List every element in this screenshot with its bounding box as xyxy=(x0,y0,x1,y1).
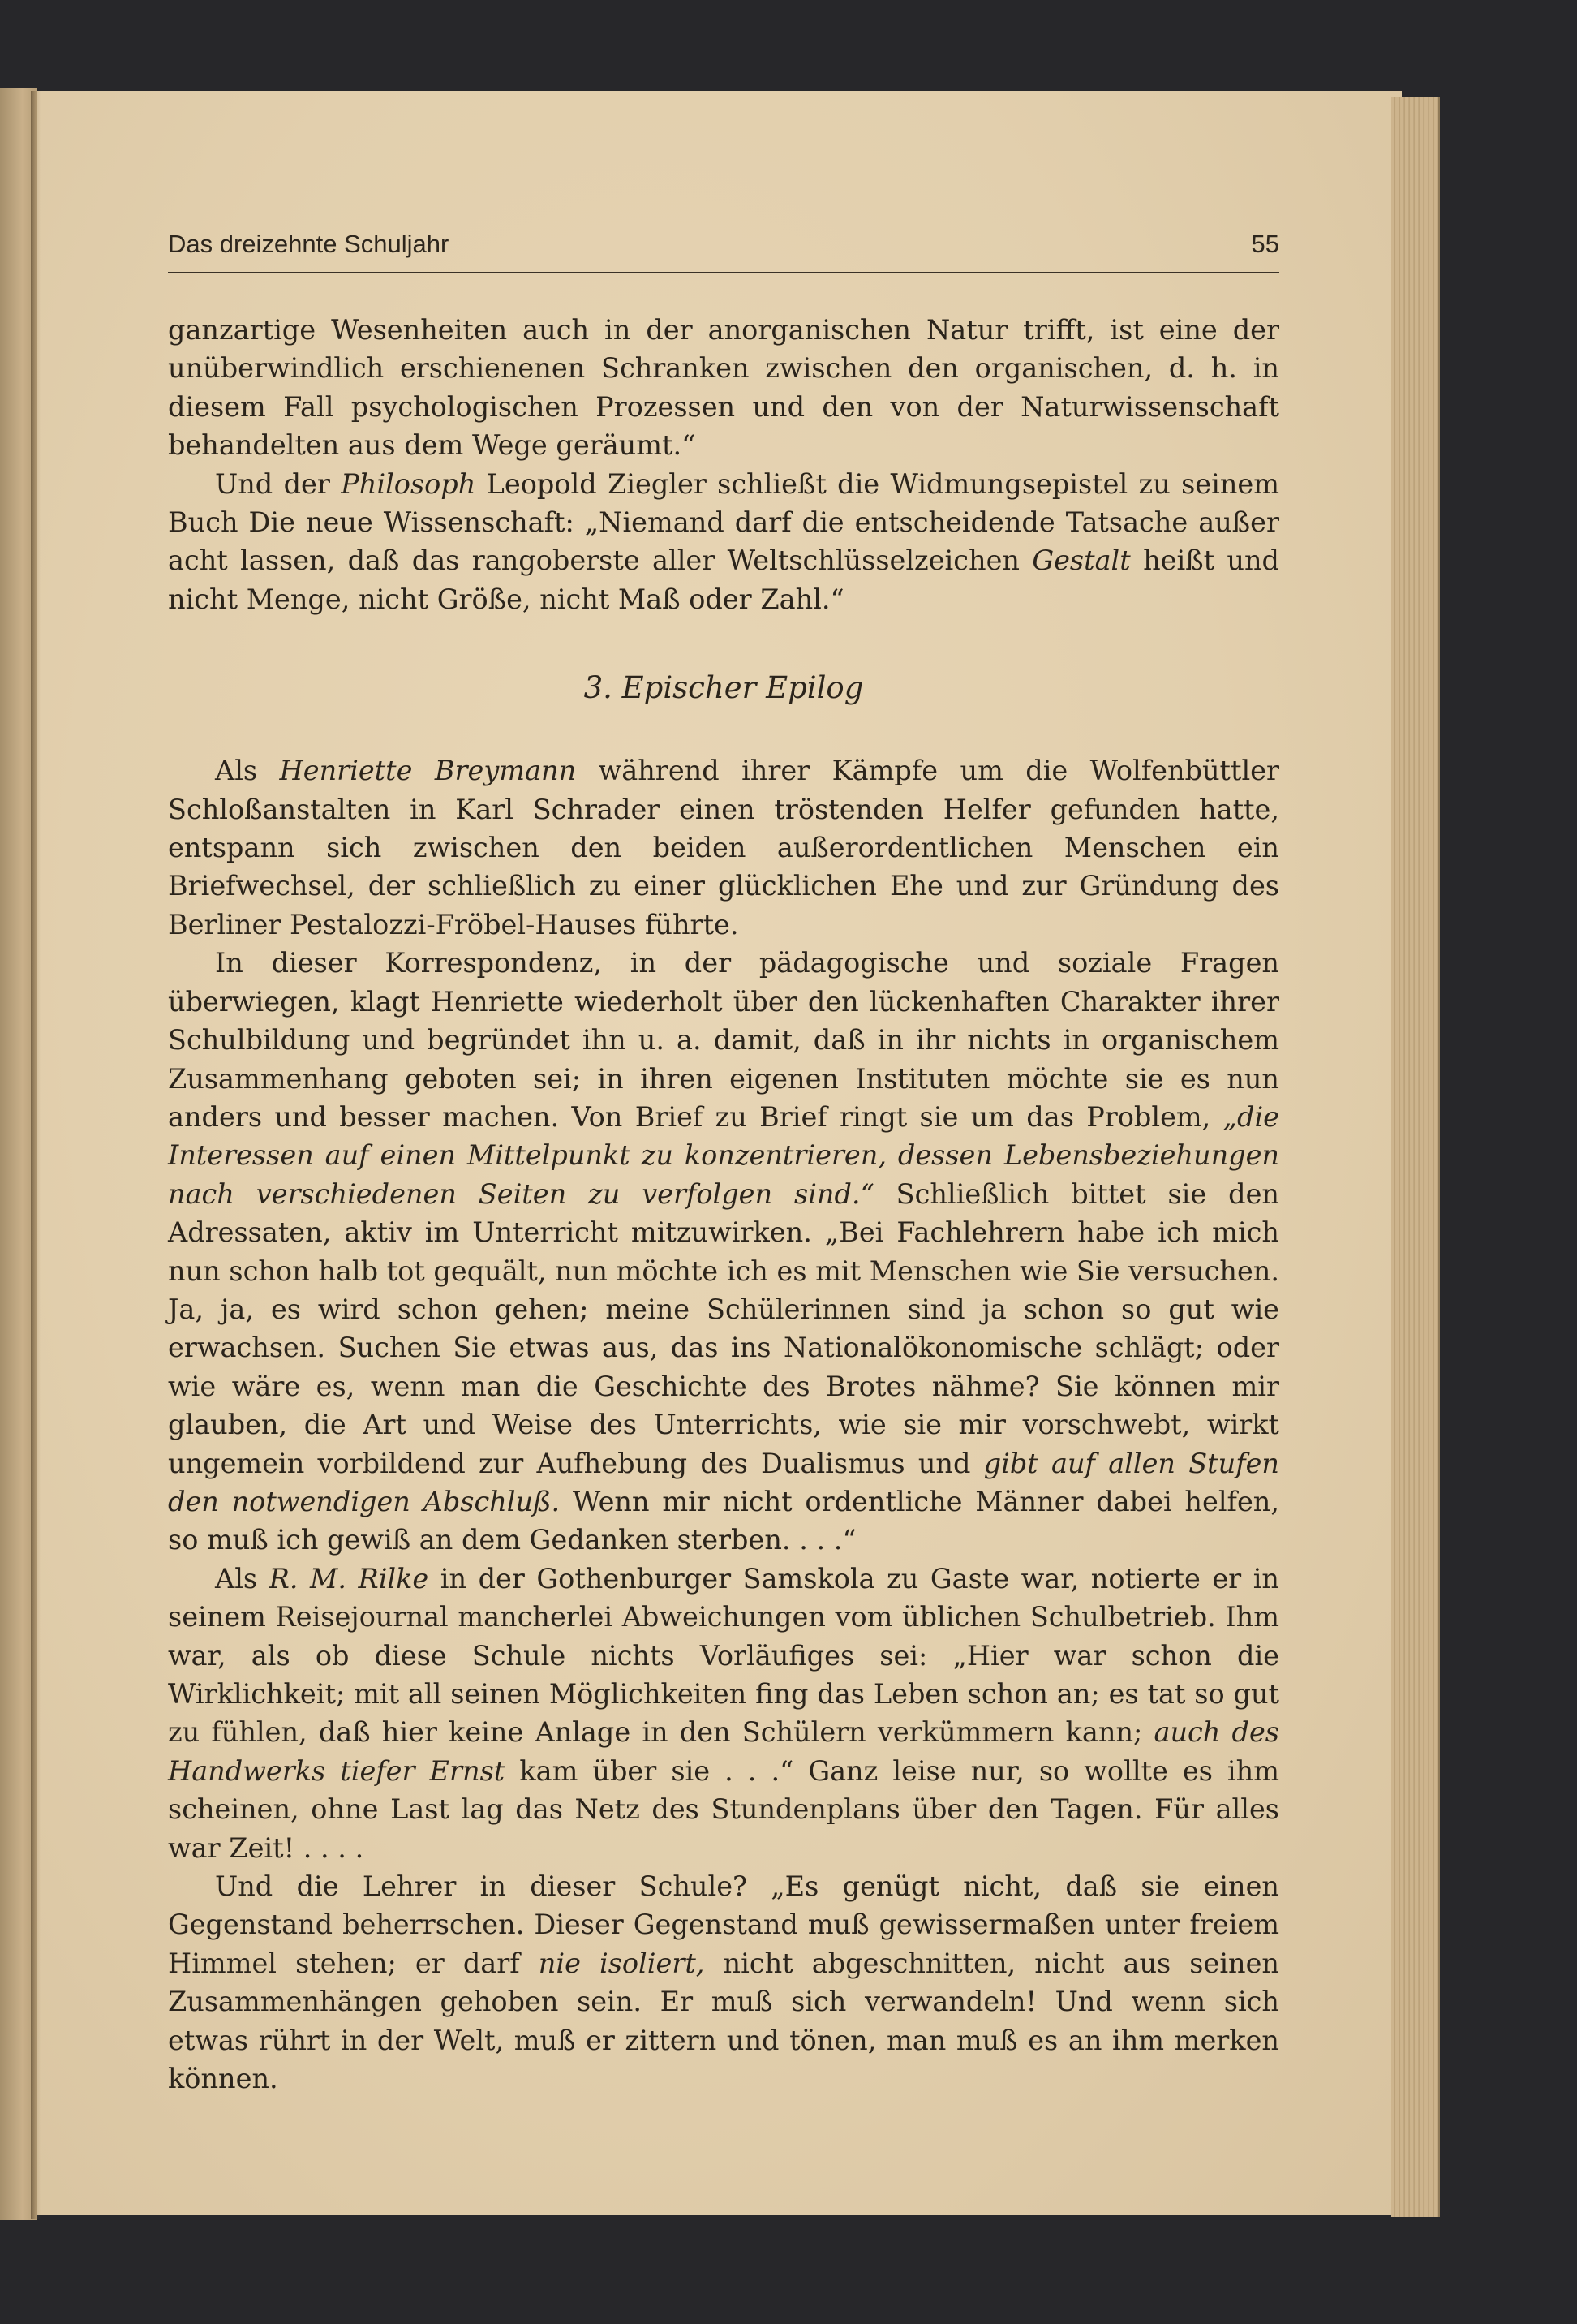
paragraph-4-emphasis: gibt auf allen Stufen den notwendigen Abschluß. xyxy=(168,1447,1280,1517)
paragraph-3-text: Als xyxy=(215,755,280,787)
paragraph-5-text: kam über sie . . .“ Ganz leise nur, so wollte es ihm scheinen, ohne Last lag das Netz des Stundenplans über den Tagen. Für alles war Zeit! . . . . xyxy=(168,1754,1279,1864)
paragraph-5-text: Als xyxy=(215,1562,269,1595)
paragraph-2-emphasis: Philosoph xyxy=(341,467,476,500)
paragraph-2 xyxy=(168,465,1279,619)
paragraph-5-text: in der Gothenburger Samskola zu Gaste war, notierte er in seinem Reisejournal mancherlei Abweichungen vom üblichen Schulbetrieb. Ihm war, als ob diese Schule nichts Vorläufiges sei: „Hier war schon die Wirklichkeit; mit all seinen Möglichkeiten fing das Leben schon an; es tat so gut zu fühlen, daß hier keine Anlage in den Schülern verkümmern kann; xyxy=(168,1562,1279,1749)
running-title: Das dreizehnte Schuljahr xyxy=(168,230,449,258)
paragraph-6-emphasis: nie isoliert, xyxy=(538,1947,705,1979)
paragraph-4-text: In dieser Korrespondenz, in der pädagogische und soziale Fragen überwiegen, klagt Henriette wiederholt über den lückenhaften Charakter ihrer Schulbildung und begründet ihn u. a. damit, daß in ihr nichts in organischem Zusammenhang geboten sei; in ihren eigenen Instituten möchte sie es nun anders und besser machen. Von Brief zu Brief ringt sie um das Problem, xyxy=(168,947,1279,1133)
section-heading: 3. Epischer Epilog xyxy=(583,670,864,706)
paragraph-6 xyxy=(168,1867,1279,2098)
paragraph-3-emphasis: Henriette Breymann xyxy=(279,755,577,787)
page-body xyxy=(168,311,1279,2098)
paragraph-3-text: während ihrer Kämpfe um die Wolfenbüttler Schloßanstalten in Karl Schrader einen tröstenden Helfer gefunden hatte, entspann sich zwischen den beiden außerordentlichen Menschen ein Briefwechsel, der schließlich zu einer glücklichen Ehe und zur Gründung des Berliner Pestalozzi-Fröbel-Hauses führte. xyxy=(168,755,1280,940)
paragraph-5-emphasis: R. M. Rilke xyxy=(269,1562,429,1595)
paragraph-5 xyxy=(168,1560,1279,1867)
paragraph-5-emphasis: auch des Handwerks tiefer Ernst xyxy=(168,1716,1279,1787)
paragraph-2-text: heißt und nicht Menge, nicht Größe, nicht Maß oder Zahl.“ xyxy=(168,544,1279,615)
paragraph-4-text: Wenn mir nicht ordentliche Männer dabei helfen, so muß ich gewiß an dem Gedanken sterben. . . .“ xyxy=(168,1485,1279,1556)
page-header xyxy=(168,230,1279,273)
paragraph-3 xyxy=(168,751,1279,944)
page-edges xyxy=(1391,97,1440,2217)
paragraph-2-text: Leopold Ziegler schließt die Widmungsepistel zu seinem Buch Die neue Wissenschaft: „Niemand darf die entscheidende Tatsache außer acht lassen, daß das rangoberste aller Weltschlüsselzeichen xyxy=(168,467,1280,577)
paragraph-1-text: ganzartige Wesenheiten auch in der anorganischen Natur trifft, ist eine der unüberwindlich erschienenen Schranken zwischen den organischen, d. h. in diesem Fall psychologischen Prozessen und den von der Naturwissenschaft behandelten aus dem Wege geräumt.“ xyxy=(168,314,1279,462)
book-gutter xyxy=(31,91,41,2219)
paragraph-2-text: Und der xyxy=(215,467,342,500)
page-number: 55 xyxy=(1251,230,1279,258)
paragraph-6-text: Und die Lehrer in dieser Schule? „Es genügt nicht, daß sie einen Gegenstand beherrschen. Dieser Gegenstand muß gewissermaßen unter freiem Himmel stehen; er darf xyxy=(168,1870,1279,1979)
paragraph-4 xyxy=(168,944,1279,1560)
paragraph-6-text: nicht abgeschnitten, nicht aus seinen Zusammenhängen gehoben sein. Er muß sich verwandeln! Und wenn sich etwas rührt in der Welt, muß er zittern und tönen, man muß es an ihm merken können. xyxy=(168,1947,1280,2095)
paragraph-4-text: Schließlich bittet sie den Adressaten, aktiv im Unterricht mitzuwirken. „Bei Fachlehrern habe ich mich nun schon halb tot gequält, nun möchte ich es mit Menschen wie Sie versuchen. Ja, ja, es wird schon gehen; meine Schülerinnen sind ja schon so gut wie erwachsen. Suchen Sie etwas aus, das ins Nationalökonomische schlägt; oder wie wäre es, wenn man die Geschichte des Brotes nähme? Sie können mir glauben, die Art und Weise des Unterrichts, wie sie mir vorschwebt, wirkt ungemein vorbildend zur Aufhebung des Dualismus und xyxy=(168,1177,1279,1479)
paragraph-4-emphasis: „die Interessen auf einen Mittelpunkt zu konzentrieren, dessen Lebensbeziehungen nach verschiedenen Seiten zu verfolgen sind.“ xyxy=(168,1100,1279,1210)
paragraph-1 xyxy=(168,311,1279,465)
paragraph-2-emphasis: Gestalt xyxy=(1032,544,1131,577)
